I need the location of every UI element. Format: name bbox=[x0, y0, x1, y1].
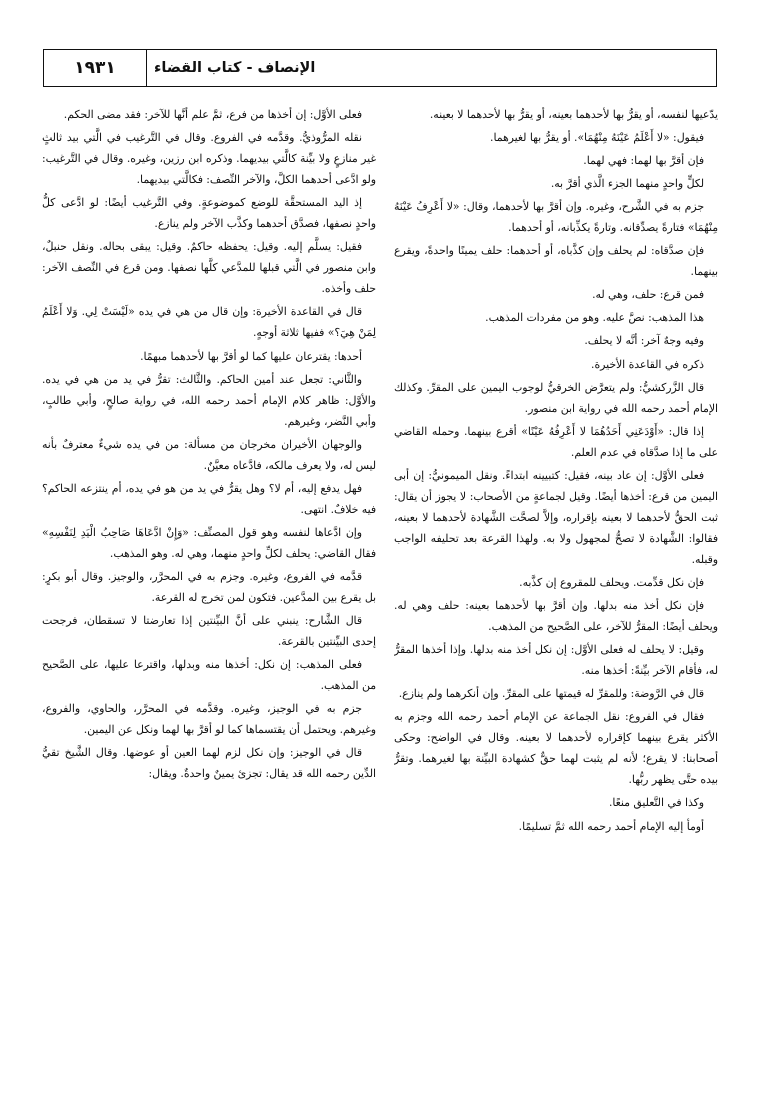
running-title: الإنصاف - كتاب القضاء bbox=[154, 60, 316, 76]
paragraph: وكذا في التَّعليق منعًا. bbox=[608, 796, 704, 810]
paragraph: قال الزَّركشيُّ: ولم يتعرَّض الخرقيُّ لوجوب اليمين على المقرِّ. وكذلك الإمام أحمد رحمه الله في رواية ابن منصور. bbox=[394, 380, 718, 415]
paragraph: فقيل: يسلَّم إليه. وقيل: يحفظه حاكمٌ. وقيل: يبقى بحاله. ونقل حنبلٌ، وابن منصور في الَّتي قبلها للمدَّعي كلَّها نصفها. ومن قرع في النِّصف الآخر: حلف وأخذه. bbox=[42, 240, 376, 296]
page-header bbox=[43, 49, 717, 87]
header-divider bbox=[146, 50, 147, 86]
paragraph: فيقول: «لا أَعْلَمُ عَيْنَهُ مِنْهُمَا». أو يقرُّ بها لغيرهما. bbox=[490, 131, 704, 145]
paragraph: إذ اليد المستحقَّة للوضع كموضوعةٍ. وفي التَّرغيب أيضًا: لو ادَّعى كلُّ واحدٍ نصفها، فصدَّق أحدهما وكذَّب الآخر ولم ينازع. bbox=[42, 196, 376, 231]
paragraph: ذكره في القاعدة الأخيرة. bbox=[591, 357, 704, 371]
paragraph: لكلٍّ واحدٍ منهما الجزء الَّذي أقرَّ به. bbox=[550, 177, 704, 191]
paragraph: وفيه وجهٌ آخر: أنَّه لا يحلف. bbox=[584, 334, 704, 348]
paragraph: فقال في الفروع: نقل الجماعة عن الإمام أحمد رحمه الله وجزم به الأكثر يقرع بينهما كإقراره لأحدهما لا بعينه. وقال في الواضح: وحكى أصحابنا: لا يقرع؛ لأنه لم يثبت لهما حقٌّ كشهادة البيِّنة بها لغيرهما. وتقرُّ بيده حتَّى يظهر ربُّها. bbox=[394, 710, 718, 787]
right-text-column bbox=[394, 104, 718, 1094]
paragraph: قال في القاعدة الأخيرة: وإن قال من هي في يده «لَيْسَتْ لِي. وَلا أَعْلَمُ لِمَنْ هِيَ؟» ففيها ثلاثة أوجهٍ. bbox=[42, 305, 376, 340]
paragraph: فعلى الأوَّل: إن عاد بينه، فقيل: كتبيينه ابتداءً. ونقل الميمونيُّ: إن أبى اليمين من قرع: أخذها أيضًا. وقيل لجماعةٍ من الأصحاب: لا يجوز أن يقال: ثبت الحقُّ لأحدهما لا بعينه بإقراره، وإلاَّ لصحَّت الشَّهادة لأحدهما لا بعينه، فقالوا: الشَّهادة لا تصحُّ لمجهول ولا به. ولهذا القرعة بعد تحليفه الواجب وقبله. bbox=[394, 468, 718, 566]
page-number: ١٩٣١ bbox=[74, 58, 116, 78]
paragraph: إذا قال: «أَوْدَعَنِي أَحَدُهُمَا لا أَعْرِفُهُ عَيْنًا» أقرع بينهما. وحمله القاضي على ما إذا صدَّقاه في عدم العلم. bbox=[394, 424, 718, 459]
paragraph: فمن قرع: حلف، وهي له. bbox=[592, 288, 704, 302]
paragraph: والوجهان الأخيران مخرجان من مسألة: من في يده شيءٌ معترفٌ بأنه ليس له، ولا يعرف مالكه، فادَّعاه معيَّنٌ. bbox=[42, 437, 376, 472]
paragraph: قال في الوجيز: وإن نكل لزم لهما العين أو عوضها. وقال الشَّيخ تقيُّ الدِّين رحمه الله قد يقال: تجزئ يمينٌ واحدةٌ. ويقال: bbox=[42, 746, 376, 781]
paragraph: قدَّمه في الفروع، وغيره. وجزم به في المحرَّر، والوجيز. وقال أبو بكرٍ: بل يقرع بين المدَّعين. فتكون لمن تخرج له القرعة. bbox=[42, 569, 376, 605]
paragraph: يدّعيها لنفسه، أو يقرُّ بها لأحدهما بعينه، أو يقرُّ بها لأحدهما لا بعينه. bbox=[429, 108, 718, 121]
paragraph: فإن صدَّقاه: لم يحلف وإن كذَّباه، أو أحدهما: حلف يمينًا واحدةً، ويقرع بينهما. bbox=[394, 244, 718, 279]
paragraph: أحدها: يقترعان عليها كما لو أقرَّ بها لأحدهما مبهمًا. bbox=[140, 349, 362, 363]
paragraph: والثَّاني: تجعل عند أمين الحاكم. والثَّالث: تقرُّ في يد من هي في يده. والأوَّل: ظاهر كلام الإمام أحمد رحمه الله، في رواية صالحٍ، وأبي طالبٍ، وأبي النَّضر، وغيرهم. bbox=[42, 372, 376, 428]
paragraph: قال الشَّارح: ينبني على أنَّ البيِّنتين إذا تعارضتا لا تسقطان، فرجحت إحدى البيِّنتين بالقرعة. bbox=[42, 614, 376, 649]
paragraph: فعلى المذهب: إن نكل: أخذها منه وبدلها، واقترعا عليها، على الصَّحيح من المذهب. bbox=[42, 658, 376, 693]
paragraph: نقله المرُّوذيُّ. وقدَّمه في الفروع. وقال في التَّرغيب في الَّتي بيد ثالثٍ غير منازعٍ ولا بيِّنة كالَّتي بيديهما. وذكره ابن رزين، وغيره. وقال في التَّرغيب: ولو ادَّعى أحدهما الكلَّ، والآخر النِّصف: فكالَّتي بيديهما. bbox=[42, 131, 376, 187]
paragraph: جزم به في الوجيز، وغيره. وقدَّمه في المحرَّر، والحاوي، والفروع، وغيرهم. ويحتمل أن يقتسماها كما لو أقرَّ بها لهما ونكل عن اليمين. bbox=[42, 702, 376, 737]
paragraph: أومأ إليه الإمام أحمد رحمه الله ثمَّ تسليمًا. bbox=[518, 819, 704, 833]
paragraph: جزم به في الشَّرح، وغيره. وإن أقرَّ بها لأحدهما، وقال: «لا أَعْرِفُ عَيْنَهُ مِنْهُمَا» فتارةً يصدِّقانه. وتارةً يكذِّبانه، أو أحدهما. bbox=[394, 200, 718, 235]
paragraph: فإن أقرَّ بها لهما: فهي لهما. bbox=[583, 154, 704, 168]
paragraph: فإن نكل أخذ منه بدلها. وإن أقرَّ بها لأحدهما بعينه: حلف وهي له. ويحلف أيضًا: المقرُّ للآخر، على الصَّحيح من المذهب. bbox=[394, 599, 718, 634]
paragraph: فإن نكل قدِّمت. ويحلف للمقروع إن كذَّبه. bbox=[519, 575, 704, 589]
paragraph: هذا المذهب: نصَّ عليه. وهو من مفردات المذهب. bbox=[485, 311, 704, 325]
paragraph: وقيل: لا يحلف له فعلى الأوَّل: إن نكل أخذ منه بدلها. وإذا أخذها المقرُّ له، فأقام الآخر بيِّنةً: أخذها منه. bbox=[394, 643, 718, 678]
paragraph: فعلى الأوَّل: إن أخذها من فرع، ثمَّ علم أنَّها للآخر: فقد مضى الحكم. bbox=[63, 108, 362, 121]
paragraph: قال في الرَّوضة: وللمقرِّ له قيمتها على المقرِّ. وإن أنكرهما ولم ينازع. bbox=[398, 687, 704, 701]
paragraph: وإن ادَّعاها لنفسه وهو قول المصنِّف: «وَإِنْ ادَّعَاهَا صَاحِبُ الْيَدِ لِنَفْسِهِ» فقال القاضي: يحلف لكلِّ واحدٍ منهما، وهي له. وهو المذهب. bbox=[42, 525, 376, 560]
paragraph: فهل يدفع إليه، أم لا؟ وهل يقرُّ في يد من هو في يده، أم ينتزعه الحاكم؟ فيه خلافٌ. انتهى. bbox=[42, 481, 376, 516]
left-text-column bbox=[42, 104, 376, 1094]
